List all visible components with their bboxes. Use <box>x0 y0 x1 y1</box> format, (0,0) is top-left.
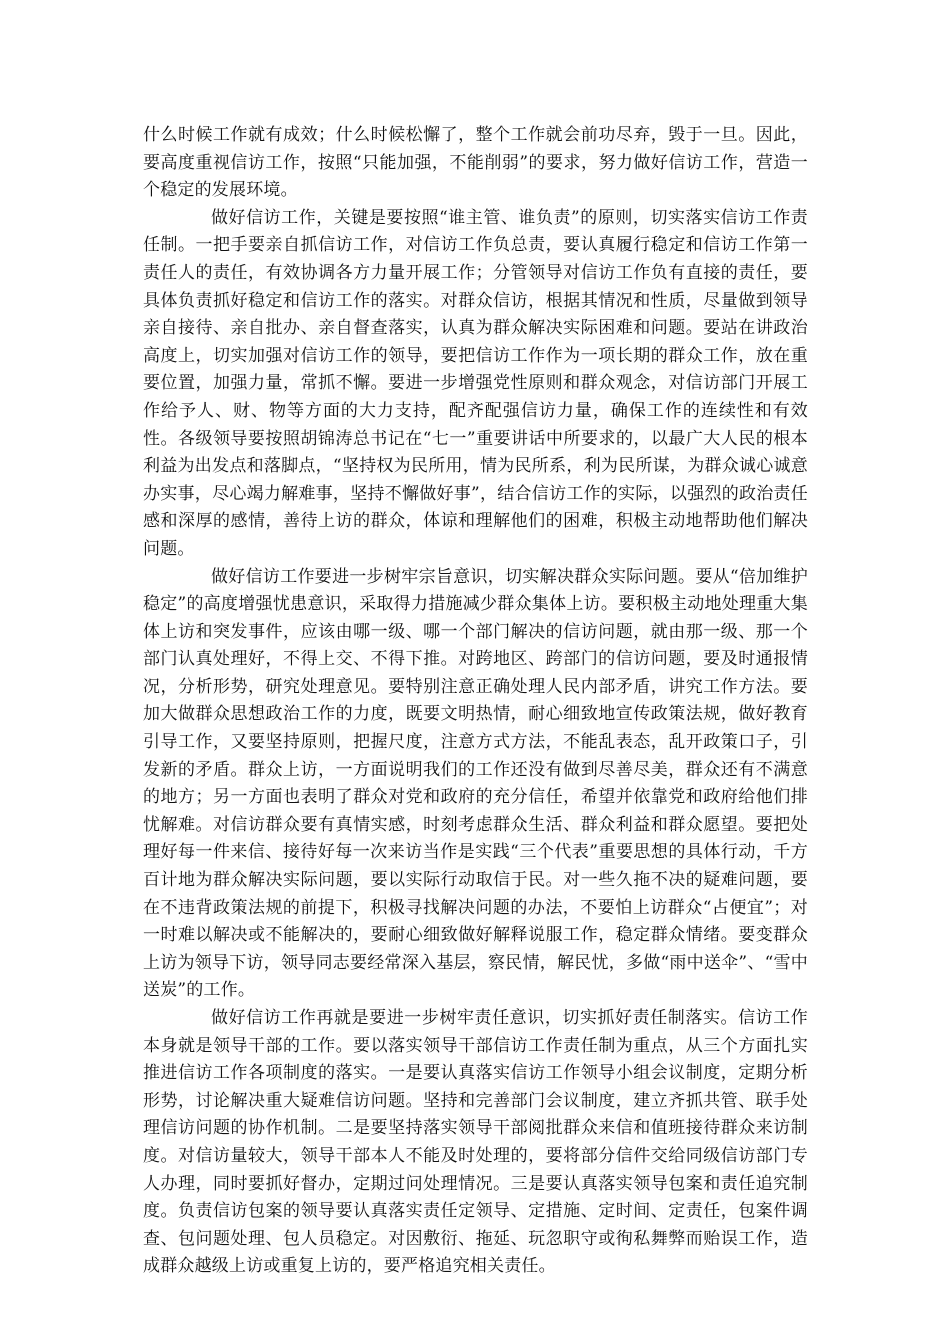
paragraph-3: 做好信访工作要进一步树牢宗旨意识，切实解决群众实际问题。要从“倍加维护稳定”的高度增强忧患意识，采取得力措施减少群众集体上访。要积极主动地处理重大集体上访和突发事件，应该由哪一级、哪一个部门解决的信访问题，就由那一级、那一个部门认真处理好，不得上交、不得下推。对跨地区、跨部门的信访问题，要及时通报情况，分析形势，研究处理意见。要特别注意正确处理人民内部矛盾，讲究工作方法。要加大做群众思想政治工作的力度，既要文明热情，耐心细致地宣传政策法规，做好教育引导工作，又要坚持原则，把握尺度，注意方式方法，不能乱表态，乱开政策口子，引发新的矛盾。群众上访，一方面说明我们的工作还没有做到尽善尽美，群众还有不满意的地方；另一方面也表明了群众对党和政府的充分信任，希望并依靠党和政府给他们排忧解难。对信访群众要有真情实感，时刻考虑群众生活、群众利益和群众愿望。要把处理好每一件来信、接待好每一次来访当作是实践“三个代表”重要思想的具体行动，千方百计地为群众解决实际问题，要以实际行动取信于民。对一些久拖不决的疑难问题，要在不违背政策法规的前提下，积极寻找解决问题的办法，不要怕上访群众“占便宜”；对一时难以解决或不能解决的，要耐心细致做好解释说服工作，稳定群众情绪。要变群众上访为领导下访，领导同志要经常深入基层，察民情，解民忧，多做“雨中送伞”、“雪中送炭”的工作。 <box>143 566 808 1001</box>
paragraph-1: 什么时候工作就有成效；什么时候松懈了，整个工作就会前功尽弃，毁于一旦。因此，要高度重视信访工作，按照“只能加强，不能削弱”的要求，努力做好信访工作，营造一个稳定的发展环境。 <box>143 125 808 201</box>
paragraph-2: 做好信访工作，关键是要按照“谁主管、谁负责”的原则，切实落实信访工作责任制。一把手要亲自抓信访工作，对信访工作负总责，要认真履行稳定和信访工作第一责任人的责任，有效协调各方力量开展工作；分管领导对信访工作负有直接的责任，要具体负责抓好稳定和信访工作的落实。对群众信访，根据其情况和性质，尽量做到领导亲自接待、亲自批办、亲自督查落实，认真为群众解决实际困难和问题。要站在讲政治高度上，切实加强对信访工作的领导，要把信访工作作为一项长期的群众工作，放在重要位置，加强力量，常抓不懈。要进一步增强党性原则和群众观念，对信访部门开展工作给予人、财、物等方面的大力支持，配齐配强信访力量，确保工作的连续性和有效性。各级领导要按照胡锦涛总书记在“七一”重要讲话中所要求的，以最广大人民的根本利益为出发点和落脚点，“坚持权为民所用，情为民所系，利为民所谋，为群众诚心诚意办实事，尽心竭力解难事，坚持不懈做好事”，结合信访工作的实际，以强烈的政治责任感和深厚的感情，善待上访的群众，体谅和理解他们的困难，积极主动地帮助他们解决问题。 <box>143 207 808 559</box>
document-body <box>143 122 808 1281</box>
paragraph-4: 做好信访工作再就是要进一步树牢责任意识，切实抓好责任制落实。信访工作本身就是领导干部的工作。要以落实领导干部信访工作责任制为重点，从三个方面扎实推进信访工作各项制度的落实。一是要认真落实信访工作领导小组会议制度，定期分析形势，讨论解决重大疑难信访问题。坚持和完善部门会议制度，建立齐抓共管、联手处理信访问题的协作机制。二是要坚持落实领导干部阅批群众来信和值班接待群众来访制度。对信访量较大，领导干部本人不能及时处理的，要将部分信件交给同级信访部门专人办理，同时要抓好督办，定期过问处理情况。三是要认真落实领导包案和责任追究制度。负责信访包案的领导要认真落实责任定领导、定措施、定时间、定责任，包案件调查、包问题处理、包人员稳定。对因敷衍、拖延、玩忽职守或徇私舞弊而贻误工作，造成群众越级上访或重复上访的，要严格追究相关责任。 <box>143 1008 808 1277</box>
